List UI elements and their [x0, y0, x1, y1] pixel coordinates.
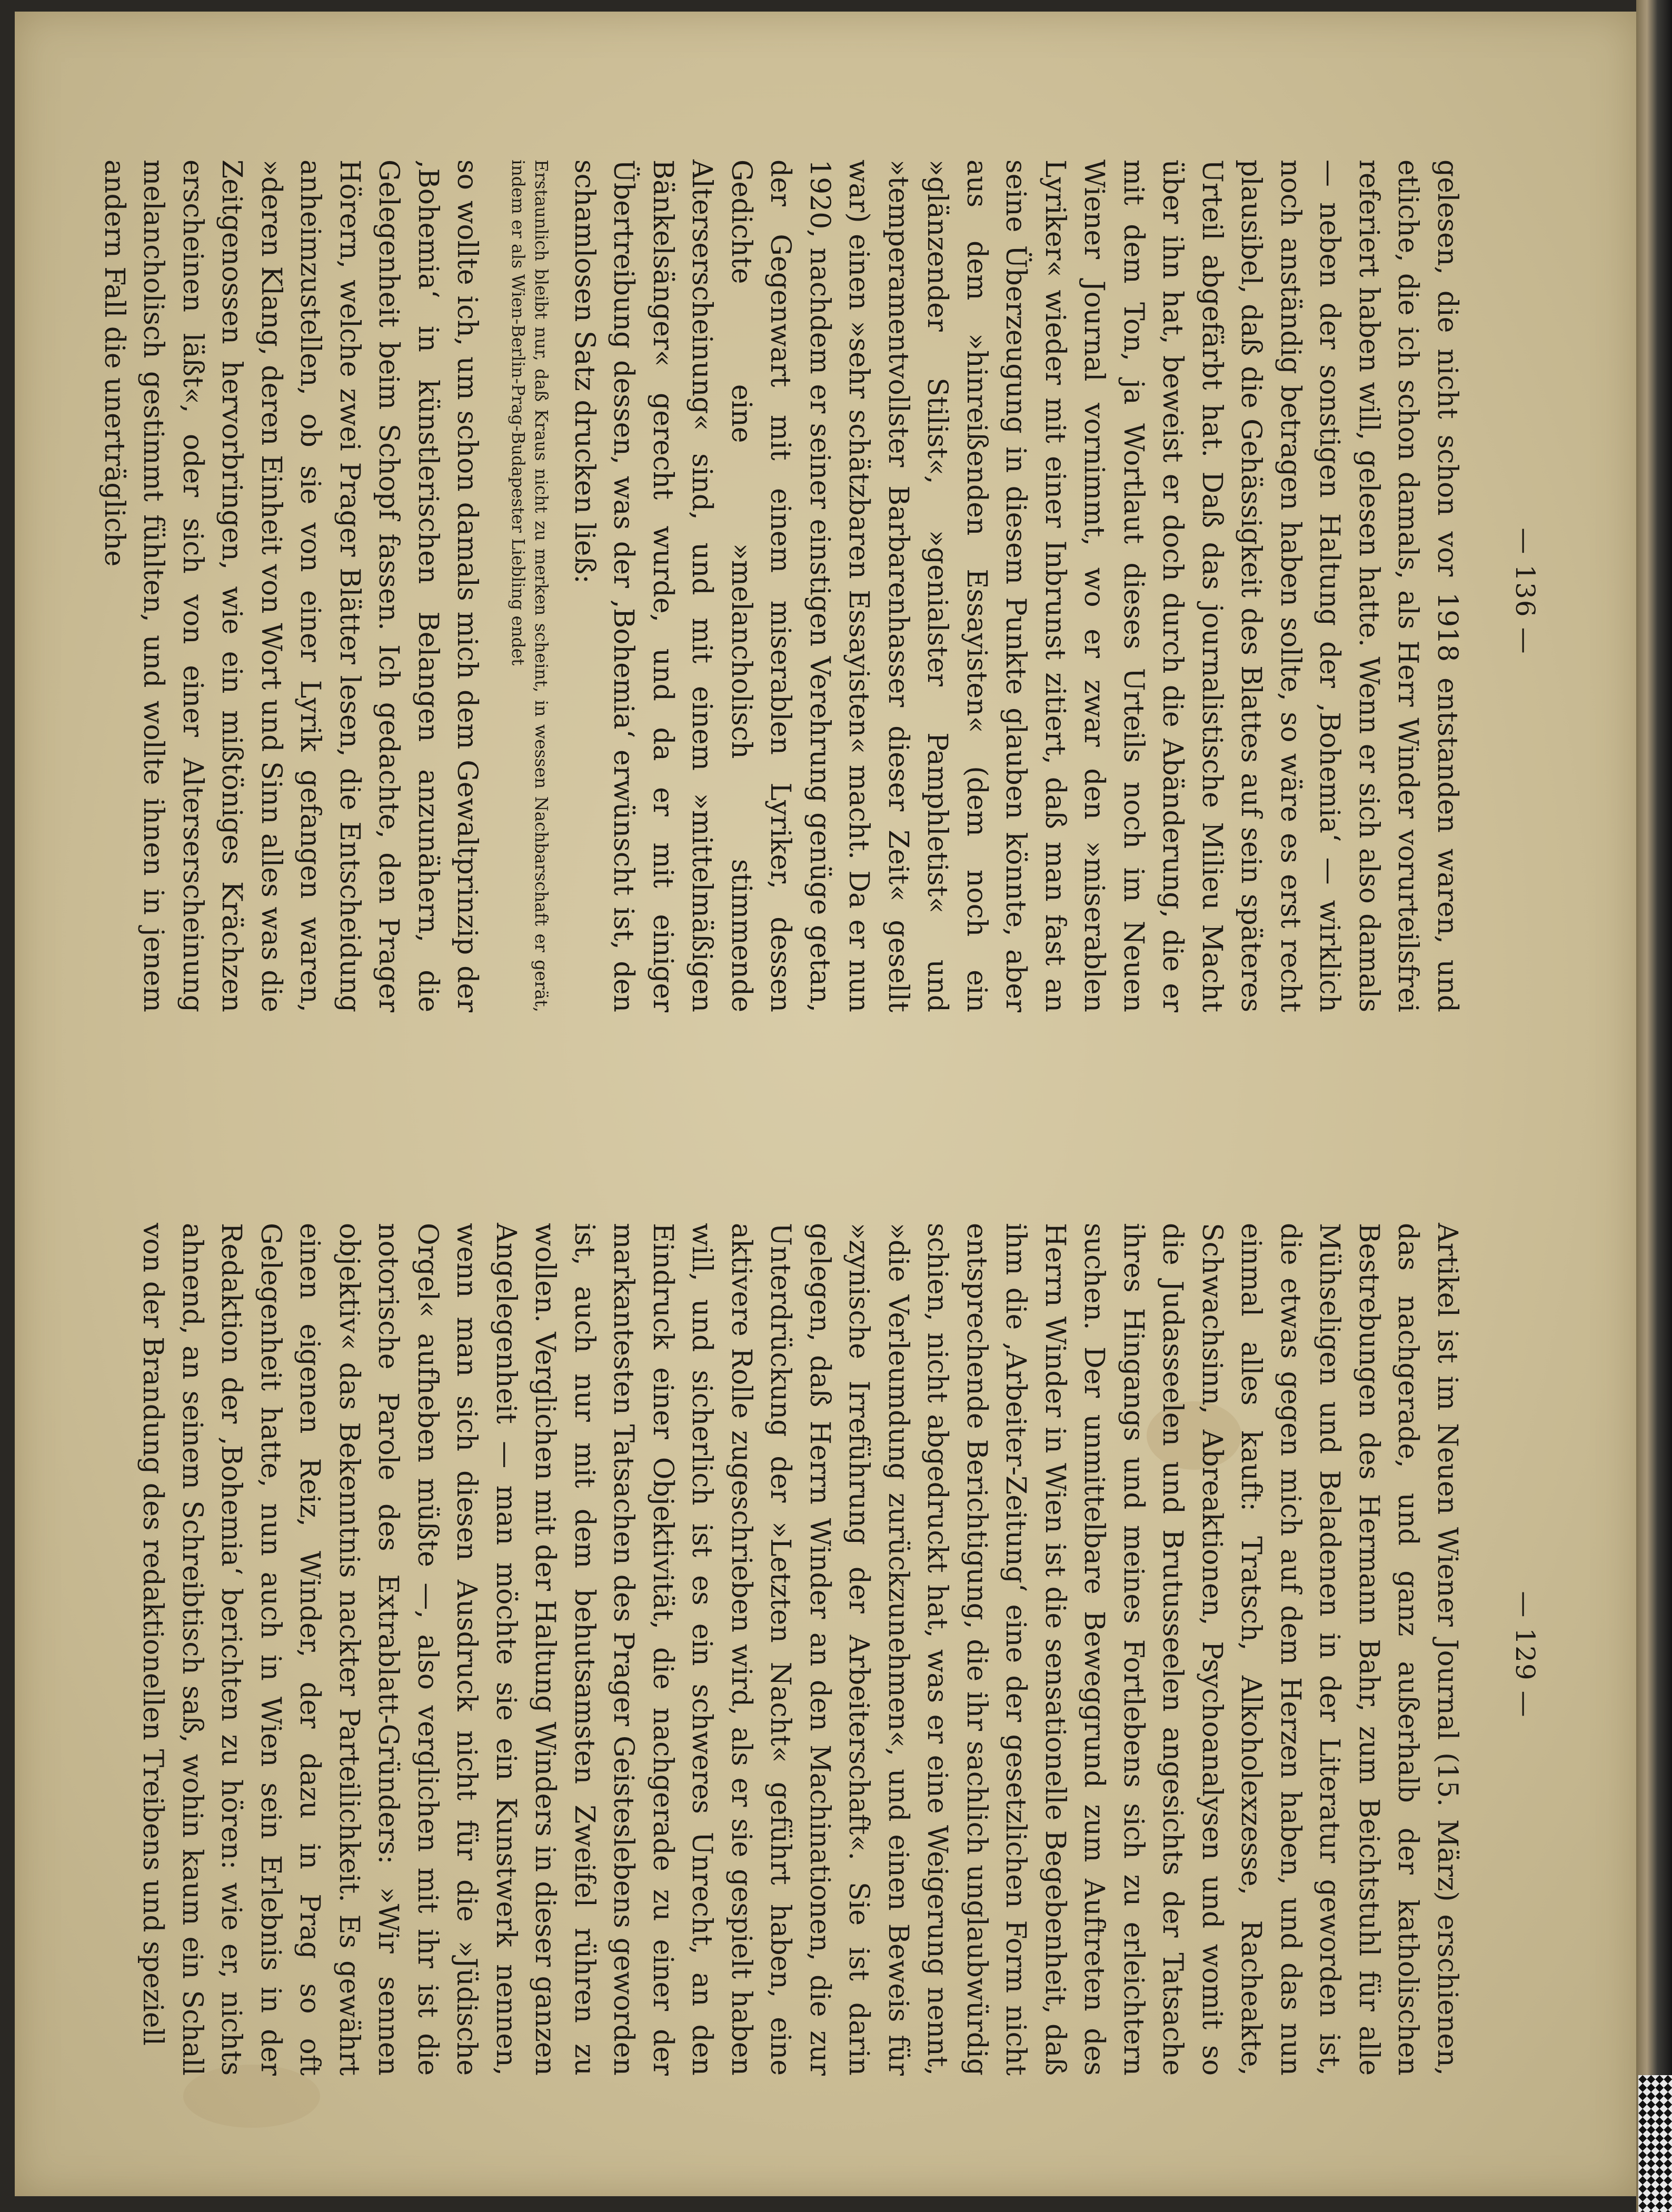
book-edge: [1636, 0, 1672, 2212]
rotated-page-content: [82, 65, 1619, 2170]
left-page: [82, 96, 1619, 1086]
page-number-right: — 129 —: [1510, 1591, 1540, 1718]
paragraph: Artikel ist im Neuen Wiener Journal (15. März) erschienen, das nachgerade, und ganz außerhalb der katholischen Bestrebungen des Hermann Bahr, zum Beichtstuhl für alle Mühseligen und Beladenen in der Literatur geworden ist, die etwas gegen mich auf dem Herzen haben, und das nun einmal alles kauft: Tratsch, Alkoholexzesse, Racheakte, Schwachsinn, Abreaktionen, Psychoanalysen und womit so die Judasseelen und Brutusseelen angesichts der Tatsache ihres Hingangs und meines Fortlebens sich zu erleichtern suchen. Der unmittelbare Beweggrund zum Auftreten des Herrn Winder in Wien ist die sensationelle Begebenheit, daß ihm die ‚Arbeiter-Zeitung‘ eine der gesetzlichen Form nicht entsprechende Berichtigung, die ihr sachlich unglaubwürdig schien, nicht abgedruckt hat, was er eine Weigerung nennt, »die Verleumdung zurückzunehmen«, und einen Beweis für »zynische Irreführung der Arbeiterschaft«. Sie ist darin gelegen, daß Herrn Winder an den Machinationen, die zur Unterdrückung der »Letzten Nacht« geführt haben, eine aktivere Rolle zugeschrieben wird, als er sie gespielt haben will, und sicherlich ist es ein schweres Unrecht, an den Eindruck einer Objektivität, die nachgerade zu einer der markantesten Tatsachen des Prager Geisteslebens geworden ist, auch nur mit dem behutsamsten Zweifel rühren zu wollen. Verglichen mit der Haltung Winders in dieser ganzen Angelegenheit — man möchte sie ein Kunstwerk nennen, wenn man sich diesen Ausdruck nicht für die »Jüdische Orgel« aufheben müßte —, also verglichen mit ihr ist die notorische Parole des Extrablatt-Gründers: »Wir sennen objektiv« das Bekenntnis nackter Parteilichkeit. Es gewährt einen eigenen Reiz, Winder, der dazu in Prag so oft Gelegenheit hatte, nun auch in Wien sein Erlebnis in der Redaktion der ‚Bohemia‘ berichten zu hören: wie er, nichts ahnend, an seinem Schreibtisch saß, wohin kaum ein Schall von der Brandung des redaktionellen Treibens und speziell: [137, 1223, 1463, 2076]
right-page: [82, 1160, 1619, 2149]
text-column-right: [133, 1223, 1467, 2076]
scan-calibration-pattern: [1638, 2075, 1672, 2212]
page-number-left: — 136 —: [1510, 527, 1540, 655]
footnote: Erstaunlich bleibt nur, daß Kraus nicht zu merken scheint, in wessen Nachbarschaft er gerät, indem er als Wien-Berlin-Prag-Budapester Liebling endet: [508, 160, 552, 1012]
text-column-left: [95, 160, 1467, 1012]
paragraph: gelesen, die nicht schon vor 1918 entstanden waren, und etliche, die ich schon damals, als Herr Winder vorurteilsfrei referiert haben will, gelesen hatte. Wenn er sich also damals — neben der sonstigen Haltung der ‚Bohemia‘ — wirklich noch anständig betragen haben sollte, so wäre es erst recht plausibel, daß die Gehässigkeit des Blattes auf sein späteres Urteil abgefärbt hat. Daß das journalistische Milieu Macht über ihn hat, beweist er doch durch die Abänderung, die er mit dem Ton, ja Wortlaut dieses Urteils noch im Neuen Wiener Journal vornimmt, wo er zwar den »miserablen Lyriker« wieder mit einer Inbrunst zitiert, daß man fast an seine Überzeugung in diesem Punkte glauben könnte, aber aus dem »hinreißenden Essayisten« (dem noch ein »glänzender Stilist«, »genialster Pamphletist« und »temperamentvollster Barbarenhasser dieser Zeit« gesellt war) einen »sehr schätzbaren Essayisten« macht. Da er nun 1920, nachdem er seiner einstigen Verehrung genüge getan, der Gegenwart mit einem miserablen Lyriker, dessen Gedichte eine »melancholisch stimmende Alterserscheinung« sind, und mit einem »mittelmäßigen Bänkelsänger« gerecht wurde, und da er mit einiger Übertreibung dessen, was der ‚Bohemia‘ erwünscht ist, den schamlosen Satz drucken ließ:: [569, 160, 1463, 1012]
paragraph: so wollte ich, um schon damals mich dem Gewaltprinzip der ‚Bohemia‘ in künstlerischen Belangen anzunähern, die Gelegenheit beim Schopf fassen. Ich gedachte, den Prager Hörern, welche zwei Prager Blätter lesen, die Entscheidung anheimzustellen, ob sie von einer Lyrik gefangen waren, »deren Klang, deren Einheit von Wort und Sinn alles was die Zeitgenossen hervorbringen, wie ein mißtöniges Krächzen erscheinen läßt«, oder sich von einer Alterserscheinung melancholisch gestimmt fühlten, und wollte ihnen in jenem andern Fall die unerträgliche: [98, 160, 483, 1012]
paper-sheet: [15, 12, 1636, 2196]
